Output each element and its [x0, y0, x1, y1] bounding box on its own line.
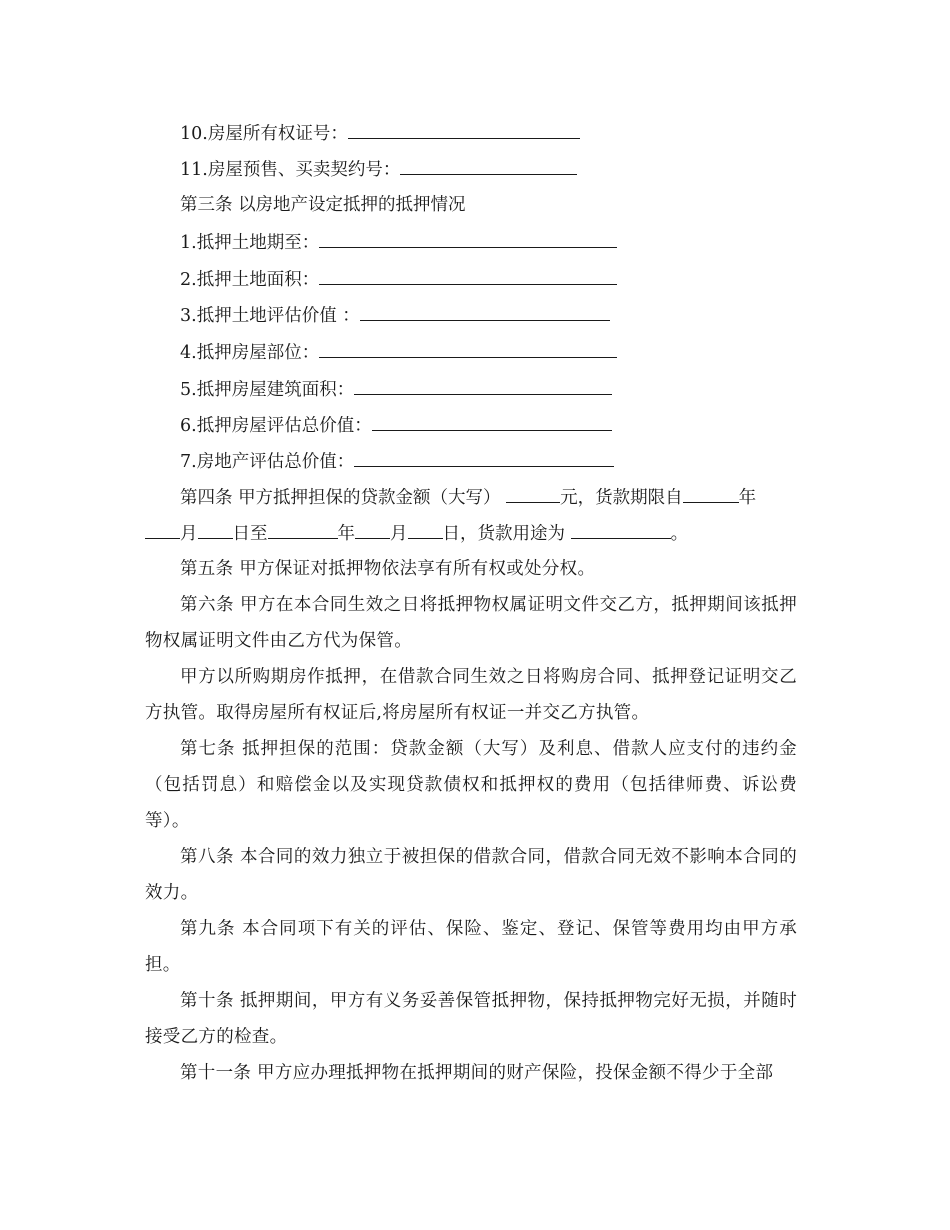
- start-month-blank[interactable]: [145, 522, 180, 539]
- end-year-blank[interactable]: [268, 522, 338, 539]
- article10-paragraph: 第十条 抵押期间，甲方有义务妥善保管抵押物，保持抵押物完好无损，并随时接受乙方的检查。: [145, 991, 797, 1047]
- fill-blank[interactable]: [319, 231, 617, 248]
- field-label: 6.抵押房屋评估总价值：: [180, 416, 372, 436]
- field-label: 10.房屋所有权证号：: [180, 124, 348, 144]
- field-label: 3.抵押土地评估价值 ：: [180, 306, 360, 326]
- field-label: 4.抵押房屋部位：: [180, 343, 320, 363]
- field-label: 1.抵押土地期至：: [180, 233, 320, 253]
- field-label: 2.抵押土地面积：: [180, 270, 320, 290]
- end-month-blank[interactable]: [355, 522, 390, 539]
- fill-blank[interactable]: [354, 450, 614, 467]
- fill-blank[interactable]: [354, 378, 612, 395]
- field-row: [180, 231, 617, 254]
- article5-paragraph: 第五条 甲方保证对抵押物依法享有所有权或处分权。: [180, 559, 596, 579]
- fill-blank[interactable]: [372, 414, 612, 431]
- field-label: 7.房地产评估总价值：: [180, 452, 355, 472]
- field-label: 11.房屋预售、买卖契约号：: [180, 160, 401, 180]
- fill-blank[interactable]: [400, 158, 577, 175]
- amount-blank[interactable]: [506, 486, 560, 503]
- field-row: [180, 414, 612, 437]
- article4-text: 日至: [232, 524, 268, 544]
- article4-text: 元，货款期限自: [560, 488, 683, 508]
- article11-paragraph: 第十一条 甲方应办理抵押物在抵押期间的财产保险，投保金额不得少于全部: [180, 1063, 774, 1083]
- article-heading: 第三条 以房地产设定抵押的抵押情况: [180, 195, 466, 215]
- start-year-blank[interactable]: [683, 486, 739, 503]
- field-row: [180, 341, 617, 364]
- end-day-blank[interactable]: [408, 522, 443, 539]
- article4-text: 第四条 甲方抵押担保的贷款金额（大写）: [180, 488, 501, 508]
- field-row: [180, 158, 577, 181]
- article4-text: 月: [180, 524, 198, 544]
- article4-text: 年: [738, 488, 757, 508]
- purpose-blank[interactable]: [571, 522, 671, 539]
- article6-paragraph: 第六条 甲方在本合同生效之日将抵押物权属证明文件交乙方，抵押期间该抵押物权属证明文件由乙方代为保管。: [145, 595, 797, 651]
- article4-text: 月: [390, 524, 408, 544]
- field-row: [180, 450, 614, 473]
- field-row: [180, 268, 617, 291]
- field-row: [180, 122, 580, 145]
- field-row: [180, 304, 610, 327]
- article4-line1: [180, 486, 756, 509]
- fill-blank[interactable]: [319, 268, 617, 285]
- article8-paragraph: 第八条 本合同的效力独立于被担保的借款合同，借款合同无效不影响本合同的效力。: [145, 847, 797, 903]
- prepurchase-paragraph: 甲方以所购期房作抵押，在借款合同生效之日将购房合同、抵押登记证明交乙方执管。取得房屋所有权证后,将房屋所有权证一并交乙方执管。: [145, 667, 797, 723]
- fill-blank[interactable]: [360, 304, 610, 321]
- article9-paragraph: 第九条 本合同项下有关的评估、保险、鉴定、登记、保管等费用均由甲方承担。: [145, 919, 797, 975]
- fill-blank[interactable]: [348, 122, 580, 139]
- article7-paragraph: 第七条 抵押担保的范围：贷款金额（大写）及利息、借款人应支付的违约金（包括罚息）和赔偿金以及实现贷款债权和抵押权的费用（包括律师费、诉讼费等）。: [145, 739, 797, 831]
- article4-line2: [145, 522, 688, 545]
- article4-text: 年: [337, 524, 355, 544]
- field-row: [180, 378, 612, 401]
- start-day-blank[interactable]: [198, 522, 233, 539]
- field-label: 5.抵押房屋建筑面积：: [180, 380, 355, 400]
- article4-text: 日，货款用途为: [442, 524, 565, 544]
- fill-blank[interactable]: [319, 341, 617, 358]
- article4-text: 。: [670, 524, 689, 544]
